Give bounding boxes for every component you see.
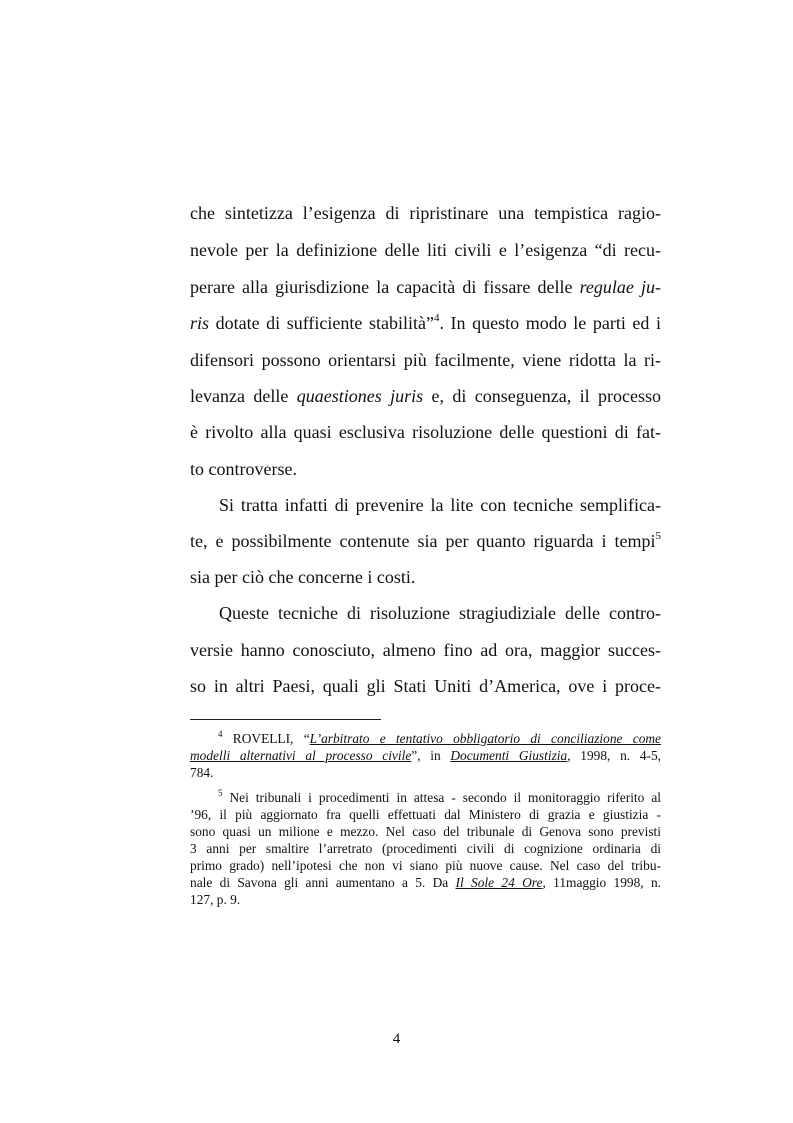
footnote-line: $^5$ Nei tribunali i procedimenti in attesa - secondo il monitoraggio riferito al bbox=[218, 787, 661, 805]
footnote-line: 3 anni per smaltire l’arretrato (procedimenti civili di cognizione ordinaria di bbox=[190, 841, 661, 856]
footnote-line: primo grado) nell’ipotesi che non vi siano più nuove cause. Nel caso del tribu- bbox=[190, 858, 661, 873]
footnote-line: modelli alternativi al processo civile”, in Documenti Giustizia, 1998, n. 4-5, bbox=[190, 748, 662, 763]
body-line: è rivolto alla quasi esclusiva risoluzione delle questioni di fat- bbox=[190, 422, 661, 442]
body-line: nevole per la definizione delle liti civili e l’esigenza “di recu- bbox=[190, 240, 661, 260]
body-line: versie hanno conosciuto, almeno fino ad ora, maggior succes- bbox=[190, 640, 661, 660]
footnote-number: 4 bbox=[218, 728, 223, 739]
footnote-line: ’96, il più aggiornato fra quelli effettuati dal Ministero di grazia e giustizia - bbox=[190, 807, 661, 822]
body-line: difensori possono orientarsi più facilmente, viene ridotta la ri- bbox=[190, 350, 661, 370]
body-line: ris dotate di sufficiente stabilità”$^4$. In questo modo le parti ed i bbox=[190, 312, 661, 333]
footnote-line: 127, p. 9. bbox=[190, 892, 241, 907]
body-line: Si tratta infatti di prevenire la lite con tecniche semplifica- bbox=[219, 495, 661, 515]
body-line: te, e possibilmente contenute sia per quanto riguarda i tempi$^5$ bbox=[190, 530, 661, 551]
footnote-number: 5 bbox=[218, 787, 223, 798]
footnote-ref: 5 bbox=[655, 530, 661, 542]
body-line: che sintetizza l’esigenza di ripristinare una tempistica ragio- bbox=[190, 203, 661, 223]
footnote-line: 784. bbox=[190, 765, 214, 780]
body-line: perare alla giurisdizione la capacità di fissare delle regulae ju- bbox=[190, 277, 662, 297]
page-number: 4 bbox=[392, 1031, 401, 1047]
footnote-separator bbox=[190, 719, 381, 720]
body-line: sia per ciò che concerne i costi. bbox=[190, 567, 416, 587]
body-line: levanza delle quaestiones juris e, di conseguenza, il processo bbox=[190, 386, 661, 406]
body-line: to controverse. bbox=[190, 459, 297, 479]
body-line: Queste tecniche di risoluzione stragiudiziale delle contro- bbox=[219, 603, 661, 623]
footnote-line: nale di Savona gli anni aumentano a 5. Da Il Sole 24 Ore, 11maggio 1998, n. bbox=[190, 875, 662, 890]
body-line: so in altri Paesi, quali gli Stati Uniti d’America, ove i proce- bbox=[190, 676, 661, 696]
footnote-line: $^4$ ROVELLI, “L’arbitrato e tentativo obbligatorio di conciliazione come bbox=[218, 728, 662, 746]
footnote-line: sono quasi un milione e mezzo. Nel caso del tribunale di Genova sono previsti bbox=[190, 824, 661, 839]
footnote-ref: 4 bbox=[433, 312, 440, 324]
